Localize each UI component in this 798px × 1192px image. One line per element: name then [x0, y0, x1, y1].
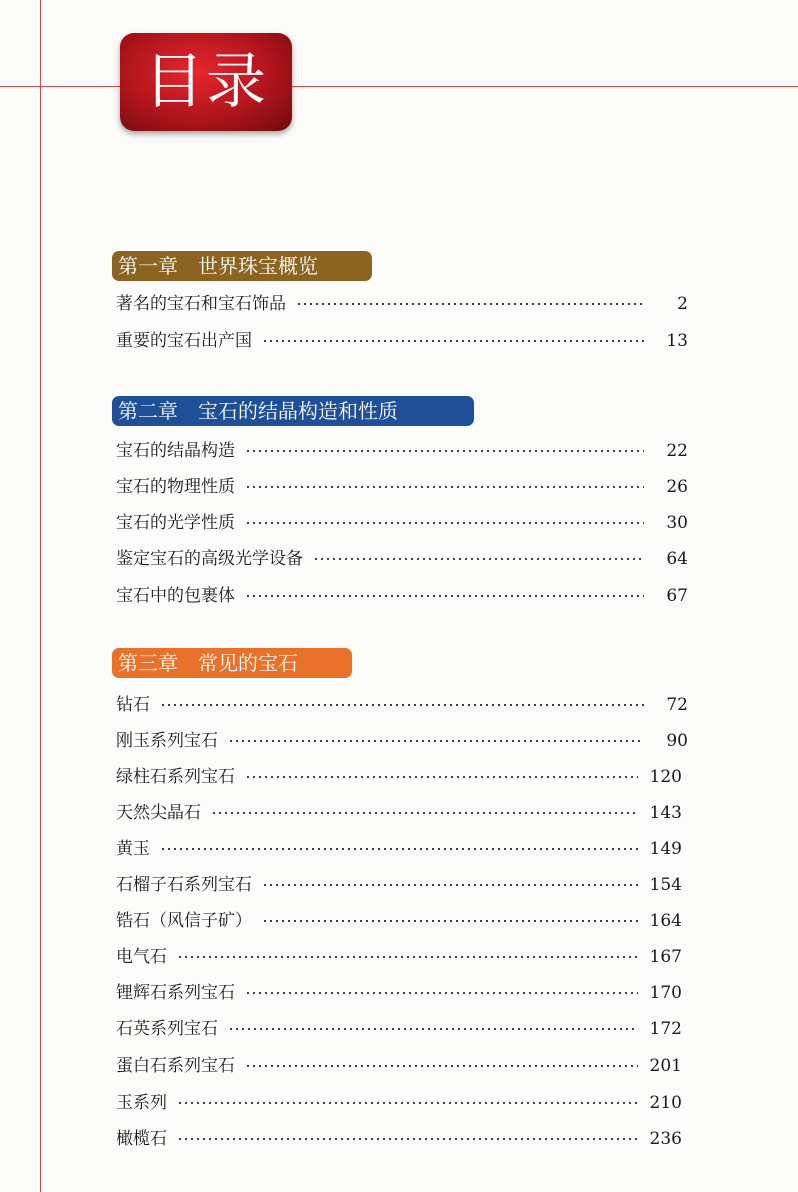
- entry-page: 164: [649, 911, 682, 931]
- toc-entry[interactable]: [116, 908, 682, 934]
- dot-leader: [313, 558, 644, 560]
- toc-entry[interactable]: [116, 872, 682, 898]
- dot-leader: [245, 1065, 638, 1067]
- chapter-1-heading: 第一章 世界珠宝概览: [112, 251, 372, 281]
- toc-entry[interactable]: [116, 1090, 682, 1116]
- toc-entry[interactable]: [116, 510, 688, 536]
- dot-leader: [262, 920, 638, 922]
- entry-title: 天然尖晶石: [116, 803, 201, 823]
- entry-page: 72: [666, 695, 688, 715]
- toc-entry[interactable]: [116, 546, 688, 572]
- dot-leader: [228, 1028, 638, 1030]
- dot-leader: [245, 522, 644, 524]
- dot-leader: [245, 776, 638, 778]
- entry-title: 玉系列: [116, 1093, 167, 1113]
- toc-entry[interactable]: [116, 980, 682, 1006]
- entry-page: 26: [666, 477, 688, 497]
- dot-leader: [262, 340, 644, 342]
- entry-page: 64: [666, 549, 688, 569]
- toc-entry[interactable]: [116, 583, 688, 609]
- dot-leader: [262, 884, 638, 886]
- dot-leader: [177, 956, 638, 958]
- toc-entry[interactable]: [116, 800, 682, 826]
- entry-page: 120: [649, 767, 682, 787]
- dot-leader: [228, 740, 644, 742]
- dot-leader: [296, 303, 644, 305]
- toc-entry[interactable]: [116, 1126, 682, 1152]
- dot-leader: [160, 704, 644, 706]
- entry-title: 黄玉: [116, 839, 150, 859]
- toc-entry[interactable]: [116, 328, 688, 354]
- entry-page: 236: [649, 1129, 682, 1149]
- entry-title: 著名的宝石和宝石饰品: [116, 294, 286, 314]
- entry-title: 宝石的物理性质: [116, 477, 235, 497]
- entry-page: 201: [649, 1056, 682, 1076]
- entry-page: 30: [666, 513, 688, 533]
- entry-page: 143: [649, 803, 682, 823]
- toc-entry[interactable]: [116, 1016, 682, 1042]
- entry-title: 宝石的结晶构造: [116, 441, 235, 461]
- entry-title: 石英系列宝石: [116, 1019, 218, 1039]
- toc-entry[interactable]: [116, 836, 682, 862]
- toc-entry[interactable]: [116, 944, 682, 970]
- toc-entry[interactable]: [116, 1053, 682, 1079]
- entry-page: 149: [649, 839, 682, 859]
- dot-leader: [160, 848, 638, 850]
- entry-page: 22: [666, 441, 688, 461]
- entry-title: 鉴定宝石的高级光学设备: [116, 549, 303, 569]
- chapter-3-heading: 第三章 常见的宝石: [112, 648, 352, 678]
- entry-page: 167: [649, 947, 682, 967]
- toc-entry[interactable]: [116, 291, 688, 317]
- dot-leader: [245, 992, 638, 994]
- entry-page: 154: [649, 875, 682, 895]
- toc-title-badge: [120, 33, 292, 131]
- dot-leader: [245, 450, 644, 452]
- toc-entry[interactable]: [116, 474, 688, 500]
- margin-line-vertical: [40, 0, 41, 1192]
- entry-page: 210: [649, 1093, 682, 1113]
- entry-title: 宝石中的包裹体: [116, 586, 235, 606]
- entry-page: 13: [666, 331, 688, 351]
- entry-page: 2: [677, 294, 688, 314]
- entry-title: 锂辉石系列宝石: [116, 983, 235, 1003]
- entry-title: 刚玉系列宝石: [116, 731, 218, 751]
- entry-title: 绿柱石系列宝石: [116, 767, 235, 787]
- toc-title: 目录: [144, 47, 268, 117]
- entry-page: 67: [666, 586, 688, 606]
- entry-title: 橄榄石: [116, 1129, 167, 1149]
- entry-page: 90: [666, 731, 688, 751]
- entry-title: 宝石的光学性质: [116, 513, 235, 533]
- dot-leader: [177, 1102, 638, 1104]
- toc-entry[interactable]: [116, 692, 688, 718]
- entry-title: 电气石: [116, 947, 167, 967]
- toc-entry[interactable]: [116, 764, 682, 790]
- toc-entry[interactable]: [116, 728, 688, 754]
- entry-title: 锆石（风信子矿）: [116, 911, 252, 931]
- entry-page: 170: [649, 983, 682, 1003]
- dot-leader: [245, 595, 644, 597]
- entry-title: 钻石: [116, 695, 150, 715]
- toc-entry[interactable]: [116, 438, 688, 464]
- entry-title: 重要的宝石出产国: [116, 331, 252, 351]
- chapter-2-heading: 第二章 宝石的结晶构造和性质: [112, 396, 474, 426]
- dot-leader: [177, 1138, 638, 1140]
- dot-leader: [211, 812, 638, 814]
- entry-page: 172: [649, 1019, 682, 1039]
- entry-title: 石榴子石系列宝石: [116, 875, 252, 895]
- entry-title: 蛋白石系列宝石: [116, 1056, 235, 1076]
- dot-leader: [245, 486, 644, 488]
